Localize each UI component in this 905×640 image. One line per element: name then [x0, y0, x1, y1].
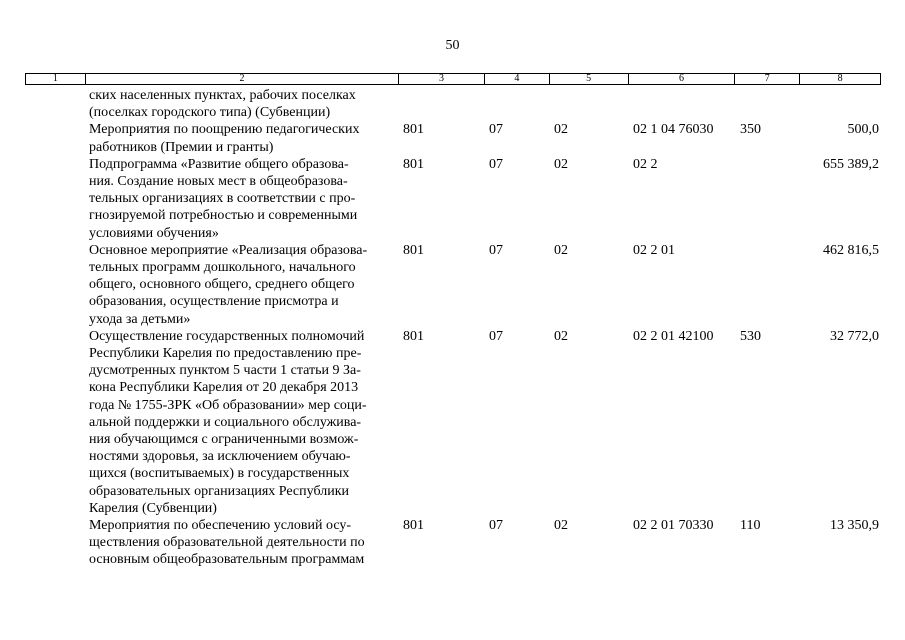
header-col-2: 2 [86, 74, 399, 84]
cell-target-article: 02 2 01 70330 [633, 518, 714, 534]
cell-col-1 [25, 121, 85, 155]
cell-target-article: 02 2 01 42100 [633, 328, 714, 344]
description-line: общего, основного общего, среднего общего [89, 277, 355, 293]
table-row [25, 517, 881, 569]
table-row [25, 242, 881, 328]
cell-section: 07 [489, 518, 503, 534]
cell-col-1 [25, 517, 85, 569]
description-line: ния обучающимся с ограниченными возмож- [89, 432, 359, 448]
cell-subsection: 02 [554, 156, 568, 172]
cell-section [485, 87, 550, 121]
header-col-1: 1 [26, 74, 86, 84]
cell-section: 07 [489, 242, 503, 258]
header-col-3: 3 [399, 74, 485, 84]
table-row [25, 121, 881, 155]
description-line: Мероприятия по поощрению педагогических [89, 122, 360, 138]
description-line: Мероприятия по обеспечению условий осу- [89, 518, 352, 534]
cell-expense-type: 530 [740, 328, 761, 344]
description-line: Осуществление государственных полномочий [89, 328, 365, 344]
description-line: работников (Премии и гранты) [89, 139, 274, 155]
description-line: ностями здоровья, за исключением обучаю- [89, 449, 351, 465]
cell-description [85, 328, 399, 517]
cell-ministry-code: 801 [403, 156, 424, 172]
description-line: Подпрограмма «Развитие общего образова- [89, 156, 349, 172]
page-number: 50 [445, 38, 460, 53]
cell-ministry-code: 801 [403, 122, 424, 138]
cell-target-article: 02 1 04 76030 [633, 122, 714, 138]
cell-description [85, 517, 399, 569]
cell-section: 07 [489, 122, 503, 138]
description-line: гнозируемой потребностью и современными [89, 208, 358, 224]
description-line: года № 1755-ЗРК «Об образовании» мер соци- [89, 397, 367, 413]
cell-description [85, 121, 399, 155]
description-line: щихся (воспитываемых) в государственных [89, 466, 350, 482]
cell-col-1 [25, 242, 85, 328]
cell-description [85, 156, 399, 242]
cell-amount: 655 389,2 [823, 156, 879, 172]
description-line: условиями обучения» [89, 225, 219, 241]
description-line: основным общеобразовательным программам [89, 552, 365, 568]
cell-amount [801, 87, 881, 121]
cell-subsection [550, 87, 629, 121]
cell-amount: 462 816,5 [823, 242, 879, 258]
cell-expense-type [736, 156, 801, 242]
cell-amount: 13 350,9 [830, 518, 879, 534]
description-line: Республики Карелия по предоставлению пре- [89, 346, 362, 362]
description-line: кона Республики Карелия от 20 декабря 2013 [89, 380, 359, 396]
description-line: ских населенных пунктах, рабочих поселках [89, 88, 356, 103]
cell-ministry-code [399, 87, 485, 121]
cell-target-article [629, 87, 736, 121]
cell-ministry-code: 801 [403, 518, 424, 534]
cell-target-article: 02 2 [633, 156, 658, 172]
table-header-row [25, 73, 881, 85]
cell-amount: 500,0 [847, 122, 879, 138]
cell-expense-type: 350 [740, 122, 761, 138]
description-line: альной поддержки и социального обслужива- [89, 414, 362, 430]
cell-expense-type: 110 [740, 518, 761, 534]
cell-section: 07 [489, 156, 503, 172]
description-line: образования, осуществление присмотра и [89, 294, 339, 310]
description-line: (поселках городского типа) (Субвенции) [89, 105, 331, 121]
cell-target-article: 02 2 01 [633, 242, 675, 258]
description-line: Карелия (Субвенции) [89, 500, 217, 516]
cell-col-1 [25, 87, 85, 121]
cell-amount: 32 772,0 [830, 328, 879, 344]
table-row [25, 87, 881, 121]
cell-expense-type [736, 242, 801, 328]
header-col-4: 4 [485, 74, 550, 84]
header-col-5: 5 [550, 74, 629, 84]
cell-description [85, 242, 399, 328]
cell-ministry-code: 801 [403, 242, 424, 258]
description-line: тельных организациях в соответствии с про- [89, 191, 356, 207]
cell-subsection: 02 [554, 518, 568, 534]
cell-subsection: 02 [554, 328, 568, 344]
description-line: дусмотренных пунктом 5 части 1 статьи 9 За- [89, 363, 361, 379]
table-row [25, 328, 881, 517]
description-line: ния. Создание новых мест в общеобразова- [89, 174, 348, 190]
cell-ministry-code: 801 [403, 328, 424, 344]
description-line: ществления образовательной деятельности по [89, 535, 365, 551]
table-row [25, 156, 881, 242]
table-body [25, 87, 881, 569]
description-line: тельных программ дошкольного, начального [89, 260, 356, 276]
description-line: ухода за детьми» [89, 311, 191, 327]
cell-section: 07 [489, 328, 503, 344]
header-col-8: 8 [837, 73, 843, 84]
cell-description [85, 87, 399, 121]
cell-expense-type [736, 87, 801, 121]
header-col-7: 7 [735, 74, 800, 84]
cell-subsection: 02 [554, 122, 568, 138]
header-col-6: 6 [629, 74, 736, 84]
cell-col-1 [25, 328, 85, 517]
cell-col-1 [25, 156, 85, 242]
description-line: Основное мероприятие «Реализация образова- [89, 242, 368, 258]
cell-subsection: 02 [554, 242, 568, 258]
description-line: образовательных организациях Республики [89, 483, 350, 499]
